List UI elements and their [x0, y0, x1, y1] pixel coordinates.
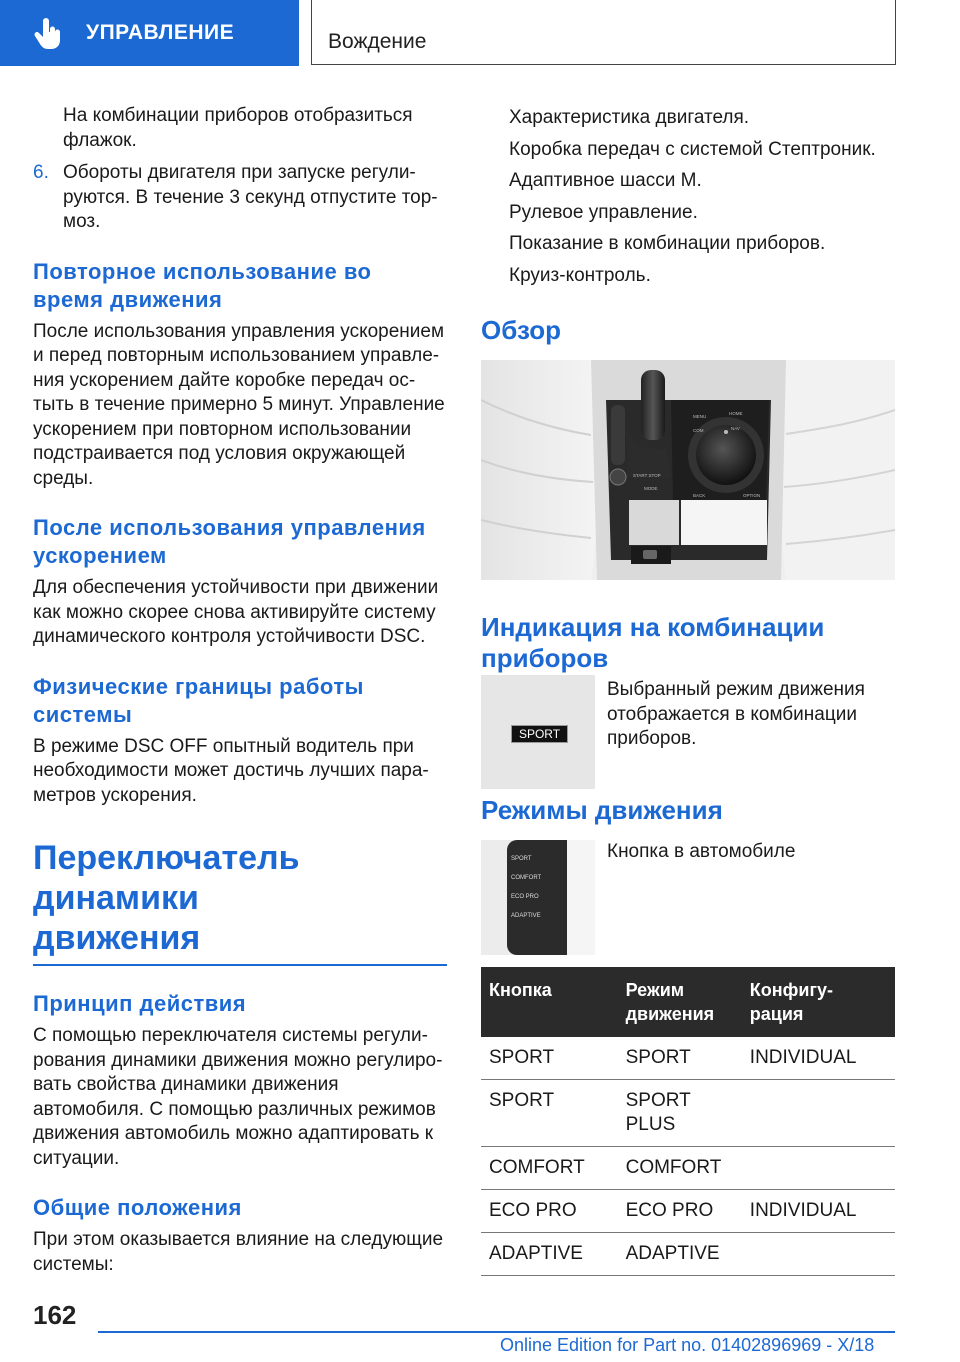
text-line: ситуации. — [33, 1147, 120, 1169]
modes-table — [481, 967, 895, 1276]
console-photo — [481, 360, 895, 580]
section-indication — [481, 612, 824, 674]
header-text: рация — [749, 1004, 804, 1024]
list-item-text: Рулевое управление. — [509, 201, 698, 223]
table-cell: SPORT — [481, 1037, 618, 1080]
list-item-text: Коробка передач с системой Стептроник. — [509, 138, 876, 160]
text-line: Для обеспечения устойчивости при движении — [33, 577, 439, 598]
text-line: С помощью переключателя системы регули- — [33, 1025, 428, 1046]
list-item-text: Адаптивное шасси M. — [509, 170, 702, 192]
column-header-config — [742, 967, 895, 1037]
text-line: флажок. — [63, 129, 137, 151]
text-line: отображается в комбинации — [607, 703, 857, 725]
text-line: как можно скорее снова активируйте систему — [33, 601, 436, 623]
text-line: тыть в течение примерно 5 минут. Управление — [33, 394, 445, 415]
heading: Принцип действия — [33, 991, 247, 1016]
table-cell: COMFORT — [481, 1147, 618, 1190]
section-after-use — [33, 514, 453, 650]
cell-text: SPORT — [625, 1090, 691, 1111]
text-line: автомобиля. С помощью различных режимов — [33, 1098, 436, 1120]
table-cell: ADAPTIVE — [618, 1233, 742, 1276]
indication-text — [607, 678, 897, 752]
table-cell: ECO PRO — [481, 1190, 618, 1233]
chapter-title: Вождение — [328, 30, 427, 53]
hand-pointer-icon — [30, 15, 66, 51]
table-row — [481, 1233, 895, 1276]
heading: время движения — [33, 286, 223, 312]
heading: ускорением — [33, 543, 167, 568]
chapter-heading: Переключатель динамики — [33, 839, 300, 917]
table-cell — [742, 1233, 895, 1276]
mode-button-eco-pro: ECO PRO — [511, 894, 539, 900]
list-item — [481, 264, 901, 288]
console-label-com: COM — [693, 428, 704, 433]
list-item-text: Круиз-контроль. — [509, 264, 651, 286]
table-cell — [618, 1080, 742, 1147]
heading: Общие положения — [33, 1195, 242, 1220]
table-cell: COMFORT — [618, 1147, 742, 1190]
modes-caption: Кнопка в автомобиле — [607, 841, 796, 862]
text-line: движения автомобиль можно адаптировать к — [33, 1123, 434, 1144]
text-line: необходимости может достичь лучших пара- — [33, 760, 429, 781]
console-label-option: OPTION — [743, 493, 761, 498]
section-principle — [33, 990, 453, 1171]
header-text: движения — [625, 1004, 715, 1024]
header-text: Режим — [625, 980, 685, 1000]
table-cell: ECO PRO — [618, 1190, 742, 1233]
text-line: Обороты двигателя при запуске регули- — [63, 162, 416, 183]
footer-divider — [98, 1331, 895, 1333]
list-item-text: Характеристика двигателя. — [509, 107, 750, 128]
text-line: среды. — [33, 467, 94, 489]
heading: Индикация на комбинации — [481, 612, 825, 642]
text-line: При этом оказывается влияние на следующие — [33, 1229, 444, 1250]
text-line: метров ускорения. — [33, 784, 197, 806]
table-cell — [742, 1080, 895, 1147]
text-line: подстраивается под условия окружающей — [33, 443, 406, 464]
page-number: 162 — [33, 1300, 77, 1330]
text-line: На комбинации приборов отобразиться — [63, 105, 413, 126]
text-line: руются. В течение 3 секунд отпустите тор- — [63, 186, 438, 208]
console-label-home: HOME — [729, 411, 743, 416]
table-cell — [742, 1147, 895, 1190]
text-line: приборов. — [607, 728, 697, 749]
header-text: Кнопка — [489, 980, 552, 1000]
section-title: УПРАВЛЕНИЕ — [86, 21, 235, 44]
list-item — [481, 232, 901, 256]
footer-edition[interactable]: Online Edition for Part no. 01402896969 - X/18 — [500, 1335, 875, 1355]
table-cell: SPORT — [481, 1080, 618, 1147]
section-tab[interactable] — [0, 0, 299, 66]
table-row — [481, 1080, 895, 1147]
section-repeat-use — [33, 258, 453, 492]
heading: После использования управления — [33, 515, 426, 540]
mode-buttons-image — [481, 840, 595, 955]
sport-badge — [511, 725, 568, 743]
console-label-nav: NAV — [731, 426, 740, 431]
section-limits — [33, 673, 453, 809]
chapter-switch — [33, 838, 453, 966]
table-row — [481, 1190, 895, 1233]
text-line: В режиме DSC OFF опытный водитель при — [33, 735, 414, 757]
text-line: и перед повторным использованием управле- — [33, 345, 440, 366]
text-line: моз. — [63, 211, 101, 232]
text-line: После использования управления ускорением — [33, 320, 445, 342]
text-line: рования динамики движения можно регулиро- — [33, 1049, 443, 1071]
header-text: Конфигу- — [749, 980, 833, 1000]
column-header-mode — [618, 967, 742, 1037]
table-row — [481, 1037, 895, 1080]
mode-button-adaptive: ADAPTIVE — [511, 913, 541, 919]
table-cell: ADAPTIVE — [481, 1233, 618, 1276]
divider — [33, 964, 447, 966]
list-item — [481, 201, 901, 225]
cell-text: PLUS — [625, 1114, 676, 1135]
chapter-header — [311, 0, 896, 65]
step-6 — [33, 161, 453, 235]
table-row — [481, 1147, 895, 1190]
text-line: Выбранный режим движения — [607, 679, 865, 700]
table-cell: INDIVIDUAL — [742, 1190, 895, 1233]
text-line: системы: — [33, 1253, 114, 1275]
heading: Физические границы работы — [33, 673, 364, 699]
table-header-row — [481, 967, 895, 1037]
heading: Повторное использование во — [33, 258, 372, 284]
console-label-start: START STOP — [633, 473, 661, 478]
list-item-text: Показание в комбинации приборов. — [509, 233, 826, 255]
chapter-heading: движения — [33, 919, 201, 957]
sport-display-image — [481, 675, 595, 789]
mode-button-comfort: COMFORT — [511, 875, 542, 881]
bullet-list — [481, 106, 901, 288]
text-line: динамического контроля устойчивости DSC. — [33, 626, 426, 647]
heading: приборов — [481, 643, 609, 673]
text-line: вать свойства динамики движения — [33, 1074, 339, 1095]
section-general — [33, 1194, 453, 1277]
step-continuation — [33, 104, 453, 153]
text-line: ния ускорением дайте коробке передач ос- — [33, 369, 416, 391]
heading-overview: Обзор — [481, 315, 561, 345]
list-item — [481, 169, 901, 193]
list-item — [481, 138, 901, 162]
left-column — [33, 104, 453, 1277]
table-cell: INDIVIDUAL — [742, 1037, 895, 1080]
column-header-button — [481, 967, 618, 1037]
list-item — [481, 106, 901, 130]
mode-button-sport: SPORT — [511, 856, 532, 862]
console-label-menu: MENU — [693, 414, 707, 419]
sport-badge-text: SPORT — [518, 727, 561, 741]
table-cell: SPORT — [618, 1037, 742, 1080]
step-number: 6. — [33, 162, 49, 183]
console-label-back: BACK — [693, 493, 706, 498]
heading: системы — [33, 701, 133, 727]
heading-driving-modes: Режимы движения — [481, 795, 723, 825]
text-line: ускорением при повторном использовании — [33, 418, 412, 440]
console-label-mode: MODE — [644, 486, 658, 491]
